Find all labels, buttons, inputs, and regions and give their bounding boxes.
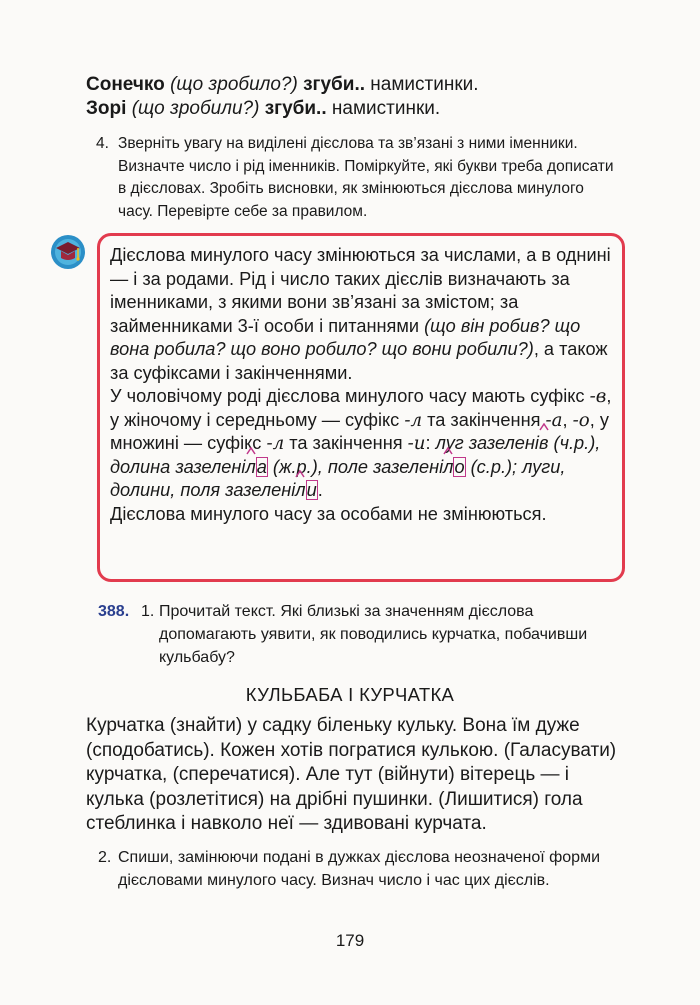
suffix-caret-icon: [539, 423, 549, 431]
task-number: 2.: [98, 849, 112, 866]
exercise-number: 388.: [98, 603, 130, 620]
suffix-l: -л: [266, 433, 285, 454]
example-object: намистинки.: [331, 98, 441, 119]
ending-box: и: [306, 480, 317, 500]
rule-box: [97, 233, 625, 582]
example-sentence-2: [86, 97, 440, 121]
example-question: (що зробили?): [131, 98, 260, 119]
suffix-l: -л: [404, 409, 423, 431]
rule-example-1: луг зазеленів: [436, 433, 549, 453]
page-number: 179: [335, 931, 365, 950]
story-text: Курчатка (знайти) у садку біленьку кульку. Вона їм дуже (сподобатись). Кожен хотів погратися кулькою. (Галасувати) курчатка, (сперечатися). Але тут (війнути) вітерець — і кулька (розлетітися) на дрібні пушинки. (Лишитися) гола стеблинка і навколо неї — здивовані курчата.: [86, 715, 617, 834]
rule-paragraph-1: Дієслова минулого часу змінюються за числами, а в однині — і за родами. Рід і число таких дієслів визначають за іменниками, з якими вони зв’язані за змістом; за займенниками 3-ї особи і питаннями (що він робив? що вона робила? що воно робило? що вони робили?), а також за суфіксами і закінченнями.: [110, 245, 611, 383]
task-text: Прочитай текст. Які близькі за значенням дієслова допомагають уявити, як поводились курчатка, побачивши кульбабу?: [159, 603, 588, 666]
story-title: КУЛЬБАБА І КУРЧАТКА: [245, 684, 455, 705]
task-number: 4.: [96, 135, 109, 152]
example-verb: згуби..: [264, 98, 327, 119]
rule-questions: (що він робив? що вона робила? що воно робило? що вони робили?): [110, 315, 581, 359]
example-sentence-1: [86, 73, 479, 97]
ending-a: -а: [545, 409, 563, 431]
example-noun: Сонечко: [86, 74, 165, 95]
ending-box: а: [256, 456, 267, 477]
example-noun: Зорі: [86, 98, 127, 119]
graduation-cap-icon: [50, 234, 86, 270]
task-number: 1.: [141, 603, 155, 620]
suffix-caret-icon: [246, 447, 256, 455]
rule-example-2: долина зазеленіл а: [110, 457, 268, 477]
rule-example-4: зазеленіл и: [225, 480, 318, 500]
example-question: (що зробило?): [170, 74, 298, 95]
task-4: [96, 133, 621, 223]
task-text: Зверніть увагу на виділені дієслова та зв’язані з ними іменники. Визначте число і рід іменників. Поміркуйте, які букви треба дописати в дієсловах. Зробіть висновки, як змінюються дієслова минулого часу. Перевірте себе за правилом.: [118, 135, 614, 220]
ending-o: -о: [572, 409, 590, 431]
rule-paragraph-2: У чоловічому роді дієслова минулого часу мають суфікс -в, у жіночому і середньому — суфікс -л та закінчення -а, -о, у множині — суфікс -л та закінчення -и: луг зазеленів (ч.р.), долина зазеленіл а (ж.р.), поле зазеленіл о (с.р.); луги, долини, поля зазеленіл и.: [110, 386, 612, 500]
example-verb: згуби..: [303, 74, 366, 95]
suffix-v: -в: [589, 386, 607, 407]
ending-box: о: [454, 456, 465, 477]
task-text: Спиши, замінюючи подані в дужках дієслова неозначеної форми дієсловами минулого часу. Визнач число і час цих дієслів.: [118, 849, 601, 889]
exercise-388: [98, 600, 628, 669]
rule-example-3: (ж.р.), поле зазеленіл о: [273, 457, 466, 477]
example-object: намистинки.: [370, 74, 479, 95]
suffix-caret-icon: [295, 470, 305, 478]
rule-paragraph-3: Дієслова минулого часу за особами не змінюються.: [110, 503, 547, 524]
ending-y: -и: [407, 433, 426, 454]
task-2: [98, 846, 628, 892]
suffix-caret-icon: [443, 447, 453, 455]
